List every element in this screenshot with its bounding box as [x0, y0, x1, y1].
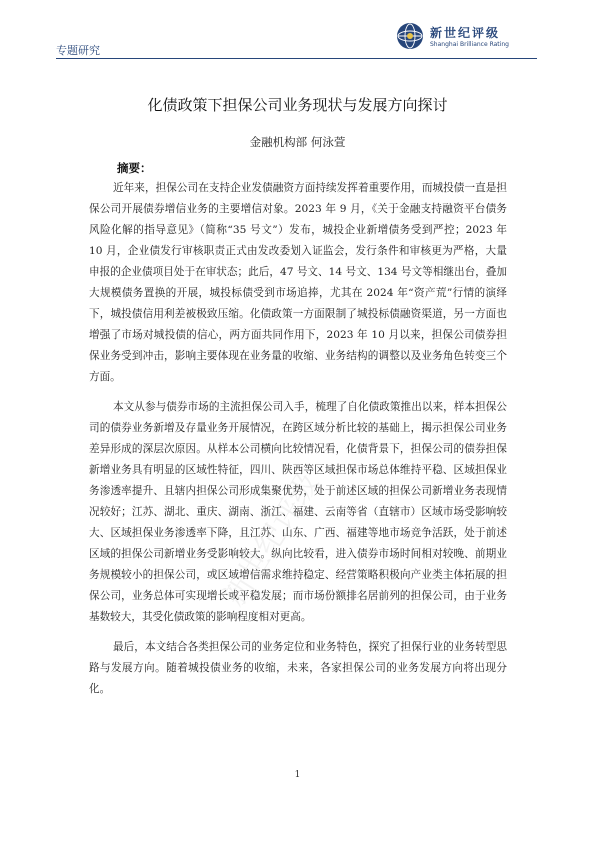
abstract-label: 摘要： — [117, 161, 152, 175]
article-title: 化债政策下担保公司业务现状与发展方向探讨 — [147, 96, 448, 114]
page-header — [0, 0, 595, 62]
abstract-paragraph-3: 最后，本文结合各类担保公司的业务定位和业务特色，探究了担保行业的业务转型思路与发展方向。随着城投债业务的收缩，未来，各家担保公司的业务发展方向将出现分化。 — [89, 641, 507, 695]
globe-emblem-icon — [396, 22, 424, 50]
abstract-paragraph-1: 近年来，担保公司在支持企业发债融资方面持续发挥着重要作用，而城投债一直是担保公司开展债券增信业务的主要增信对象。2023 年 9 月，《关于金融支持融资平台债务风险化解的指导意见》（简称“35 号文”）发布，城投企业新增债务受到严控；2023 年 10 月，企业债发行审核职责正式由发改委划入证监会，发行条件和审核更为严格，大量申报的企业债项目处于在审状态；此后，47 号文、14 号文、134 号文等相继出台，叠加大规模债务置换的开展，城投标债受到市场追捧，尤其在 2024 年“资产荒”行情的演绎下，城投债信用利差被极致压缩。化债政策一方面限制了城投标债融资渠道，另一方面也增强了市场对城投债的信心，两方面共同作用下，2023 年 10 月以来，担保公司债券担保业务受到冲击，影响主要体现在业务量的收缩、业务结构的调整以及业务角色转变三个方面。 — [89, 182, 507, 383]
article-authors: 金融机构部 何泳萱 — [249, 135, 346, 149]
abstract-body — [89, 178, 507, 709]
watermark: 新世纪评级 — [216, 467, 326, 613]
brand-logo — [396, 20, 546, 56]
logo-chinese-name: 新世纪评级 — [430, 26, 501, 40]
section-tag: 专题研究 — [56, 44, 100, 57]
page-number: 1 — [294, 770, 301, 780]
header-divider — [56, 58, 537, 59]
abstract-paragraph-2: 本文从参与债券市场的主流担保公司入手，梳理了自化债政策推出以来，样本担保公司的债券业务新增及存量业务开展情况，在跨区域分析比较的基础上，揭示担保公司业务差异形成的深层次原因。从样本公司横向比较情况看，化债背景下，担保公司的债券担保新增业务具有明显的区域性特征，四川、陕西等区域担保市场总体维持平稳、区域担保业务渗透率提升、且辖内担保公司形成集聚优势，处于前述区域的担保公司新增业务表现情况较好；江苏、湖北、重庆、湖南、浙江、福建、云南等省（直辖市）区域市场受影响较大、区域担保业务渗透率下降，且江苏、山东、广西、福建等地市场竞争活跃，处于前述区域的担保公司新增业务受影响较大。纵向比较看，进入债券市场时间相对较晚、前期业务规模较小的担保公司，或区域增信需求维持稳定、经营策略积极向产业类主体拓展的担保公司，业务总体可实现增长或平稳发展；而市场份额排名居前列的担保公司，由于业务基数较大，其受化债政策的影响程度相对更高。 — [89, 401, 507, 623]
logo-english-name: Shanghai Brilliance Rating — [430, 41, 509, 48]
